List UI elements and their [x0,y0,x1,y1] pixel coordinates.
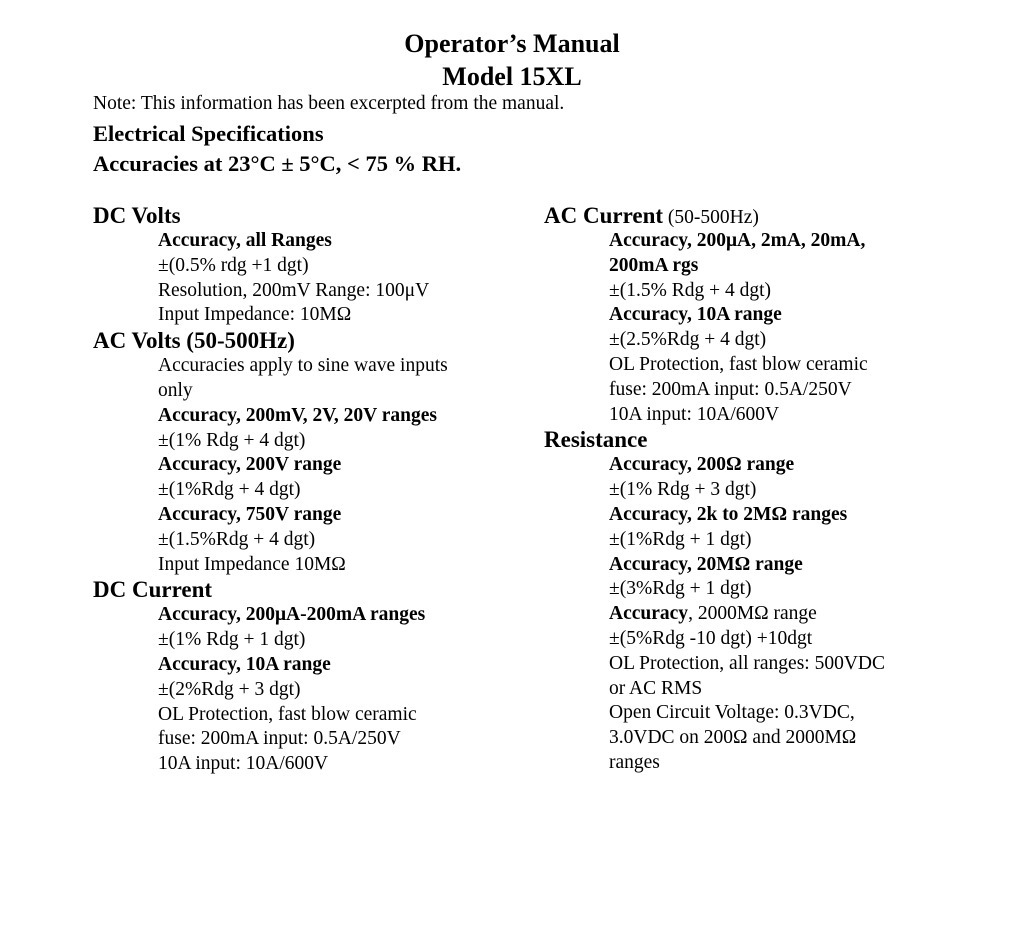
spec-line: ±(1.5%Rdg + 4 dgt) [158,528,316,550]
spec-line: Input Impedance: 10MΩ [158,304,352,326]
spec-line: ±(1%Rdg + 1 dgt) [609,528,752,550]
spec-line-mixed [544,602,984,627]
spec-line: fuse: 200mA input: 0.5A/250V [158,728,401,750]
spec-line: ±(1%Rdg + 4 dgt) [158,479,301,501]
model-title: Model 15XL [442,62,582,91]
spec-line: ±(2%Rdg + 3 dgt) [158,678,301,700]
left-column [93,203,523,777]
spec-line: ±(1% Rdg + 4 dgt) [158,429,306,451]
excerpt-note: Note: This information has been excerpted from the manual. [93,93,565,114]
spec-line: only [158,379,193,401]
accuracy-conditions: Accuracies at 23°C ± 5°C, < 75 % RH. [93,151,462,176]
spec-line: 200mA rgs [609,254,699,276]
electrical-specs-heading: Electrical Specifications [93,121,324,146]
spec-line: Accuracy, 750V range [158,503,342,525]
spec-line: 10A input: 10A/600V [609,403,780,425]
spec-line: OL Protection, all ranges: 500VDC [609,652,886,674]
spec-line: Accuracy, 200Ω range [609,454,795,476]
spec-line: Accuracy, 200V range [158,454,342,476]
spec-line: Accuracy, 200μA, 2mA, 20mA, [609,230,866,251]
spec-line: Resolution, 200mV Range: 100μV [158,279,430,301]
spec-line: Accuracy, all Ranges [158,230,332,251]
spec-line-regular-part: , 2000MΩ range [688,603,817,625]
spec-line: OL Protection, fast blow ceramic [609,353,868,375]
spec-line: Accuracy, 2k to 2MΩ ranges [609,503,848,525]
dc-volts-heading: DC Volts [93,203,181,228]
spec-line: fuse: 200mA input: 0.5A/250V [609,378,852,400]
spec-line: ±(2.5%Rdg + 4 dgt) [609,329,767,351]
spec-line-bold-part: Accuracy [609,603,689,625]
manual-title: Operator’s Manual [404,29,620,58]
dc-current-heading: DC Current [93,577,213,603]
spec-line: Open Circuit Voltage: 0.3VDC, [609,702,855,724]
spec-line: Accuracy, 20MΩ range [609,553,803,575]
resistance-heading: Resistance [544,427,648,453]
spec-line: or AC RMS [609,677,703,699]
ac-current-frequency: (50-500Hz) [663,207,759,228]
spec-line: OL Protection, fast blow ceramic [158,703,417,725]
spec-line: Input Impedance 10MΩ [158,553,346,575]
spec-line: Accuracies apply to sine wave inputs [158,355,448,377]
spec-line: Accuracy, 10A range [158,653,331,675]
spec-line: Accuracy, 200μA-200mA ranges [158,604,426,626]
spec-line: ±(1.5% Rdg + 4 dgt) [609,279,771,301]
ac-volts-heading: AC Volts (50-500Hz) [93,328,295,354]
spec-line: ±(1% Rdg + 3 dgt) [609,479,757,501]
ac-current-heading [544,203,984,229]
ac-current-heading-text: AC Current [544,203,664,228]
spec-line: ranges [609,751,660,773]
spec-line: 10A input: 10A/600V [158,753,329,775]
spec-line: Accuracy, 200mV, 2V, 20V ranges [158,404,437,426]
spec-line: ±(0.5% rdg +1 dgt) [158,254,309,276]
spec-line: ±(3%Rdg + 1 dgt) [609,578,752,600]
spec-line: ±(5%Rdg -10 dgt) +10dgt [609,627,813,649]
spec-line: Accuracy, 10A range [609,304,782,326]
spec-line: ±(1% Rdg + 1 dgt) [158,629,306,651]
spec-line: 3.0VDC on 200Ω and 2000MΩ [609,727,857,749]
right-column [544,203,984,776]
